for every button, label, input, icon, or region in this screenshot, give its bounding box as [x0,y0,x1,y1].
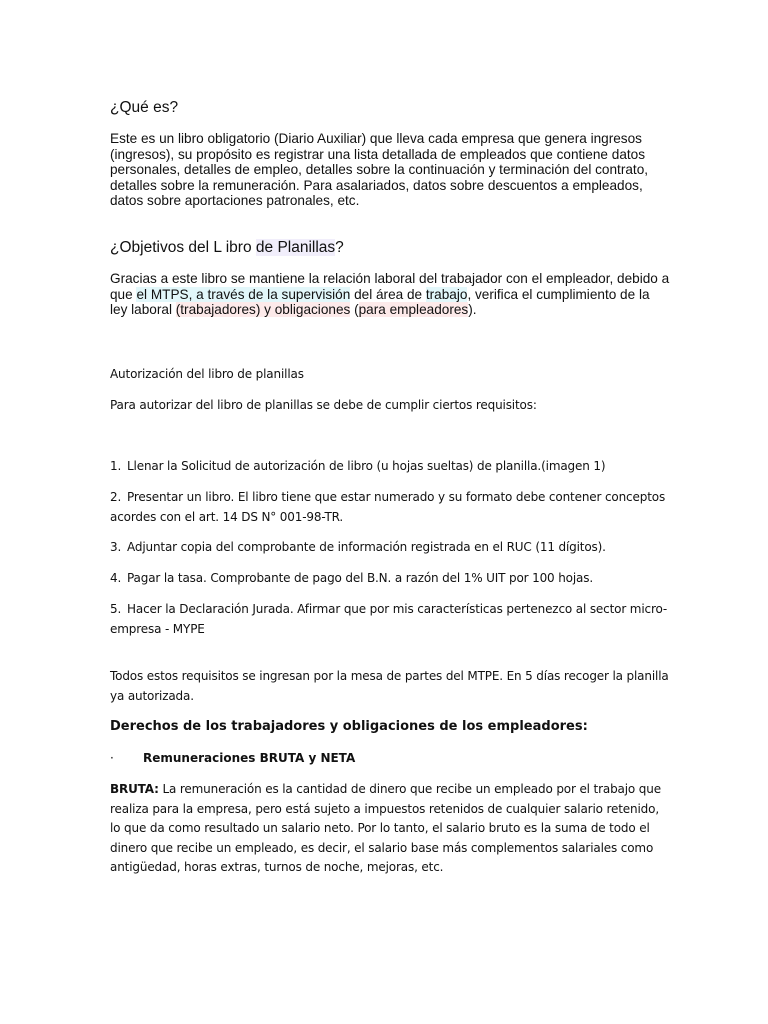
autorizacion-intro: Para autorizar del libro de planillas se debe de cumplir ciertos requisitos: [110,398,537,412]
autorizacion-title: Autorización del libro de planillas [110,367,304,381]
objetivos-text-1: Gracias a este libro se mantiene la relación laboral del trabajador con el empleador, debido a que [110,271,670,302]
paragraph-que-es: Este es un libro obligatorio (Diario Auxiliar) que lleva cada empresa que genera ingresos (ingresos), su propósito es registrar una lista detallada de empleados que contiene datos personales, detalles de empleo, detalles sobre la continuación y terminación del contrato, detalles sobre la remuneración. Para asalariados, datos sobre descuentos a empleados, datos sobre aportaciones patronales, etc. [110,131,649,208]
objetivos-text-5: , verifica el cumplimiento de la ley laboral [110,286,650,318]
requisito-5 [110,600,670,639]
requisito-2-text: Presentar un libro. El libro tiene que estar numerado y su formato debe contener conceptos acordes con el art. 14 DS N° 001-98-TR. [110,490,666,524]
requisito-5-text: Hacer la Declaración Jurada. Afirmar que por mis características pertenezco al sector micro-empresa - MYPE [110,602,668,636]
requisito-5-number: 5. [110,602,122,616]
bullet-dot: · [110,751,114,765]
heading-objetivos-highlight: de Planillas [255,239,336,256]
paragraph-objetivos [110,271,670,318]
bruta-paragraph [110,780,670,878]
requisito-4-text: Pagar la tasa. Comprobante de pago del B.N. a razón del 1% UIT por 100 hojas. [127,571,594,585]
objetivos-highlight-trabajadores: (trabajadores) y obligaciones [175,302,351,318]
bruta-label: BRUTA: [110,782,159,796]
bullet-remuneraciones [110,749,670,768]
heading-objetivos-part-a: ¿Objetivos del L ibro [110,239,256,256]
requisito-4 [110,569,670,589]
heading-que-es: ¿Qué es? [110,99,179,116]
requisito-2 [110,488,670,527]
derechos-heading: Derechos de los trabajadores y obligaciones de los empleadores: [110,719,588,734]
requisito-3 [110,538,670,558]
requisito-1 [110,457,670,477]
objetivos-highlight-empleadores: para empleadores [358,302,469,318]
requisito-1-text: Llenar la Solicitud de autorización de libro (u hojas sueltas) de planilla.(imagen 1) [127,459,606,473]
objetivos-highlight-trabajo: trabajo [425,286,468,302]
requisito-2-number: 2. [110,490,122,504]
objetivos-text-7: ( [350,302,359,318]
heading-objetivos-part-c: ? [335,239,344,256]
heading-objetivos [110,239,670,257]
requisito-3-number: 3. [110,540,122,554]
objetivos-text-9: ). [468,302,477,318]
bullet-remuneraciones-text: Remuneraciones BRUTA y NETA [143,751,356,765]
requisito-1-number: 1. [110,459,122,473]
todos-requisitos-paragraph: Todos estos requisitos se ingresan por la mesa de partes del MTPE. En 5 días recoger la planilla ya autorizada. [110,669,669,703]
bruta-text: La remuneración es la cantidad de dinero que recibe un empleado por el trabajo que realiza para la empresa, pero está sujeto a impuestos retenidos de cualquier salario retenido, lo que da como resultado un salario neto. Por lo tanto, el salario bruto es la suma de todo el dinero que recibe un empleado, es decir, el salario base más complementos salariales como antigüedad, horas extras, turnos de noche, mejoras, etc. [110,782,661,874]
objetivos-highlight-mtps: el MTPS, a través de la supervisión [136,286,351,302]
objetivos-text-3: del área de [350,286,426,302]
requisito-3-text: Adjuntar copia del comprobante de información registrada en el RUC (11 dígitos). [127,540,606,554]
requisito-4-number: 4. [110,571,122,585]
